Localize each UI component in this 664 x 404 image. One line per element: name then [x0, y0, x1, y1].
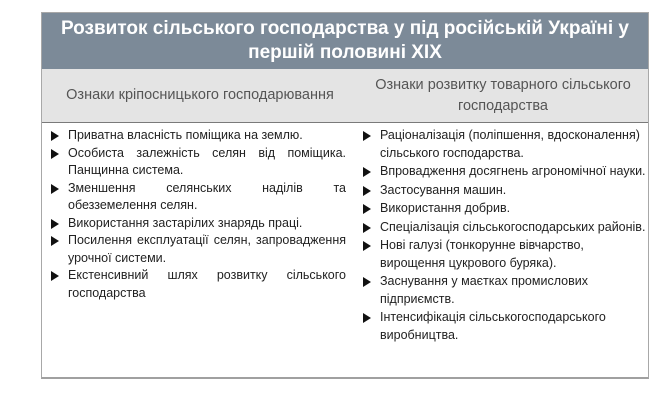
triangle-bullet-icon — [363, 241, 371, 251]
list-item: Посилення експлуатації селян, запровадження урочної системи. — [50, 232, 346, 267]
list-item: Приватна власність поміщика на землю. — [50, 127, 346, 145]
serfdom-features-list — [50, 127, 346, 302]
list-item: Інтенсифікація сільськогосподарського виробництва. — [362, 309, 646, 344]
triangle-bullet-icon — [51, 271, 59, 281]
list-item: Нові галузі (тонкорунне вівчарство, вирощення цукрового буряка). — [362, 237, 646, 272]
triangle-bullet-icon — [51, 184, 59, 194]
triangle-bullet-icon — [51, 219, 59, 229]
triangle-bullet-icon — [363, 131, 371, 141]
table-title — [42, 13, 648, 69]
list-item: Раціоналізація (поліпшення, вдосконалення) сільського господарства. — [362, 127, 646, 162]
list-item: Екстенсивний шлях розвитку сільського господарства — [50, 267, 346, 302]
list-item: Особиста залежність селян від поміщика. Панщинна система. — [50, 145, 346, 180]
triangle-bullet-icon — [363, 313, 371, 323]
triangle-bullet-icon — [51, 131, 59, 141]
list-item: Зменшення селянських наділів та обезземелення селян. — [50, 180, 346, 215]
comparison-table — [41, 12, 649, 379]
triangle-bullet-icon — [51, 236, 59, 246]
list-item: Впровадження досягнень агрономічної науки. — [362, 163, 646, 181]
list-item: Використання добрив. — [362, 200, 646, 218]
header-commodity: Ознаки розвитку товарного сільського господарства — [375, 76, 631, 114]
commodity-features-list — [362, 127, 646, 345]
table-title-text: Розвиток сільського господарства у під російській Україні у першій половині ХІХ — [60, 18, 629, 63]
header-serfdom: Ознаки кріпосницького господарювання — [66, 87, 334, 103]
table-header-row — [42, 69, 648, 123]
list-item: Застосування машин. — [362, 182, 646, 200]
triangle-bullet-icon — [363, 204, 371, 214]
list-item: Заснування у маєтках промислових підприємств. — [362, 273, 646, 308]
triangle-bullet-icon — [363, 277, 371, 287]
list-item: Використання застарілих знарядь праці. — [50, 215, 346, 233]
list-item: Спеціалізація сільськогосподарських районів. — [362, 219, 646, 237]
triangle-bullet-icon — [363, 223, 371, 233]
triangle-bullet-icon — [363, 186, 371, 196]
triangle-bullet-icon — [51, 149, 59, 159]
triangle-bullet-icon — [363, 167, 371, 177]
